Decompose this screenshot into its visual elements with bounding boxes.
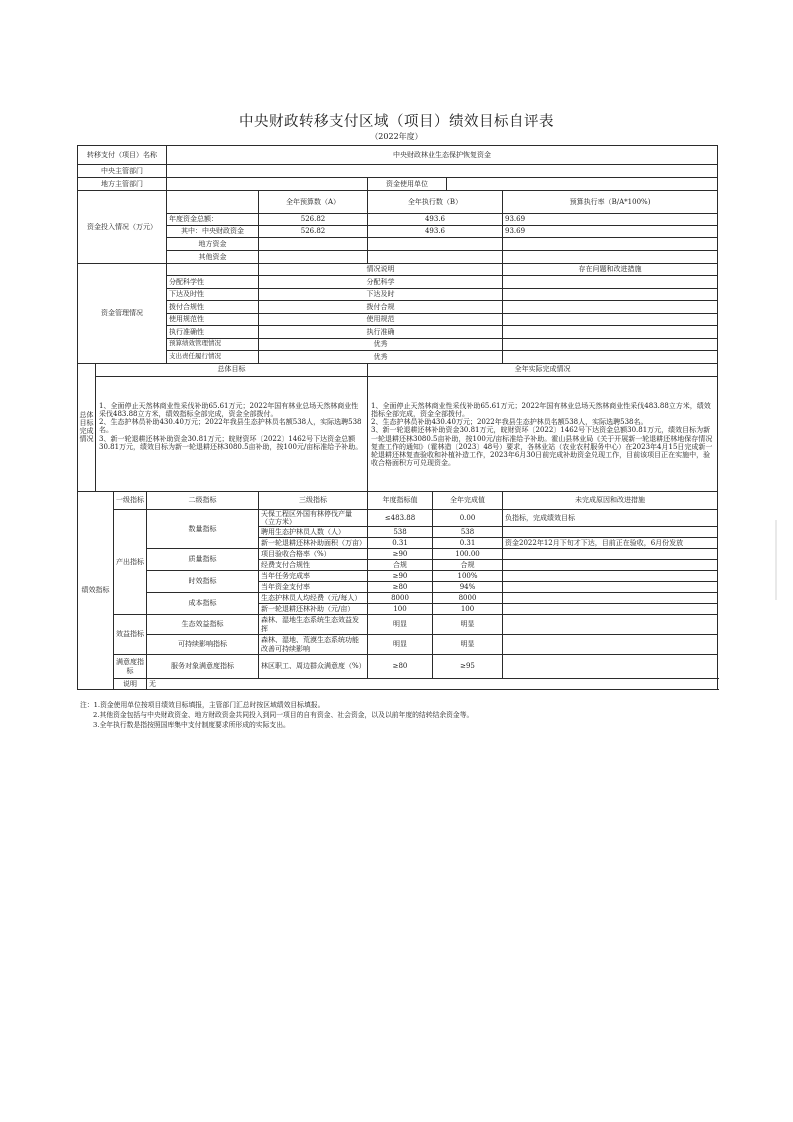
indicators-col-done: 全年完成值 xyxy=(433,491,503,509)
project-name-label: 转移支付（项目）名称 xyxy=(78,146,167,165)
cost-indicator-label: 成本指标 xyxy=(147,593,259,615)
indicator-reason xyxy=(503,635,718,655)
footnote: 3.全年执行数是指按照国库集中支付制度要求所形成的实际支出。 xyxy=(93,721,290,729)
indicators-col-l3: 三级指标 xyxy=(259,491,368,509)
indicator-done: 0.31 xyxy=(433,538,503,549)
funding-col-executed: 全年执行数（B） xyxy=(368,191,503,214)
funding-line-executed: 493.6 xyxy=(368,226,503,238)
funding-header-blank xyxy=(167,191,259,214)
actual-paragraph: 2、生态护林员补助430.40万元；2022年我县生态护林员名额538人，实际选聘538名。 xyxy=(371,418,648,426)
indicator-reason: 负指标，完成绩效目标 xyxy=(503,509,718,527)
quantity-indicator-label: 数量指标 xyxy=(147,509,259,549)
indicator-target: ≥90 xyxy=(368,549,433,560)
management-col-issues: 存在问题和改进措施 xyxy=(503,264,718,276)
management-item-desc: 使用规范 xyxy=(259,313,503,326)
footnote: 注：1.资金使用单位按项目绩效目标填报，主管部门汇总时按区域绩效目标填报。 xyxy=(80,701,325,709)
management-item-label: 预算绩效管理情况 xyxy=(167,338,259,351)
indicators-col-l2: 二级指标 xyxy=(147,491,259,509)
goal-paragraph: 3、新一轮退耕还林补助资金30.81万元；皖财资环〔2022〕1462号下达资金总额30.81万元，绩效目标为新一轮退耕还林3080.5亩补助，按100元/亩标准给予补助。 xyxy=(99,434,363,451)
fund-unit-label: 资金使用单位 xyxy=(368,178,447,191)
indicators-col-target: 年度指标值 xyxy=(368,491,433,509)
funding-line-budget: 526.82 xyxy=(259,226,368,238)
overall-actual-text xyxy=(368,376,718,491)
management-item-issue xyxy=(503,326,718,339)
quality-indicator-label: 质量指标 xyxy=(147,549,259,571)
indicator-reason xyxy=(503,560,718,571)
management-item-desc: 分配科学 xyxy=(259,276,503,289)
management-item-label: 执行准确性 xyxy=(167,326,259,339)
scan-artifact xyxy=(775,520,777,600)
indicator-done: 明显 xyxy=(433,615,503,635)
funding-col-rate: 预算执行率（B/A*100%) xyxy=(503,191,718,214)
indicator-target: 100 xyxy=(368,604,433,615)
fund-unit-value xyxy=(447,178,718,191)
management-item-label: 分配科学性 xyxy=(167,276,259,289)
funding-line-budget: 526.82 xyxy=(259,214,368,226)
funding-line-executed: 493.6 xyxy=(368,214,503,226)
funding-line-rate: 93.69 xyxy=(503,214,718,226)
indicator-reason xyxy=(503,615,718,635)
overall-col-goal: 总体目标 xyxy=(96,363,368,376)
indicator-name: 当年资金支付率 xyxy=(259,582,368,593)
management-item-label: 支出责任履行情况 xyxy=(167,351,259,364)
local-dept-value xyxy=(167,178,368,191)
indicator-name: 林区职工、周边群众满意度（%） xyxy=(259,655,368,679)
project-name-value: 中央财政林业生态保护恢复资金 xyxy=(167,146,718,165)
management-col-desc: 情况说明 xyxy=(259,264,503,276)
actual-paragraph: 1、全面停止天然林商业性采伐补助65.61万元；2022年国有林业总场天然林商业性采伐483.88立方米，绩效指标全部完成，资金全部拨付。 xyxy=(371,401,711,418)
indicator-name: 经费支付合规性 xyxy=(259,560,368,571)
indicator-name: 新一轮退耕还林补助面积（万亩） xyxy=(259,538,368,549)
output-indicator-label: 产出指标 xyxy=(114,509,147,615)
management-item-issue xyxy=(503,301,718,314)
page-title: 中央财政转移支付区域（项目）绩效目标自评表 xyxy=(239,114,554,130)
funding-line-rate: 93.69 xyxy=(503,226,718,238)
indicator-target: ≥80 xyxy=(368,582,433,593)
footnotes xyxy=(80,700,720,730)
indicator-name: 森林、湿地生态系统生态效益发挥 xyxy=(259,615,368,635)
timeliness-indicator-label: 时效指标 xyxy=(147,571,259,593)
funding-line-label: 其中：中央财政资金 xyxy=(167,226,259,238)
funding-line-label: 地方资金 xyxy=(167,238,259,251)
funding-line-budget xyxy=(259,251,368,264)
local-dept-label: 地方主管部门 xyxy=(78,178,167,191)
indicators-col-l1: 一级指标 xyxy=(114,491,147,509)
indicator-target: 538 xyxy=(368,527,433,538)
goal-paragraph: 2、生态护林员补助430.40万元；2022年我县生态护林员名额538人，实际选聘538名。 xyxy=(99,418,362,435)
indicator-reason xyxy=(503,593,718,604)
management-item-desc: 优秀 xyxy=(259,351,503,364)
indicator-done: 0.00 xyxy=(433,509,503,527)
indicator-reason xyxy=(503,571,718,582)
indicator-done: 8000 xyxy=(433,593,503,604)
central-dept-value xyxy=(167,165,718,178)
satisfaction-indicator-label: 满意度指标 xyxy=(114,655,147,679)
indicator-reason xyxy=(503,549,718,560)
management-item-label: 拨付合规性 xyxy=(167,301,259,314)
effect-indicator-label: 效益指标 xyxy=(114,615,147,655)
funding-line-label: 年度资金总额： xyxy=(167,214,259,226)
indicator-done: 100.00 xyxy=(433,549,503,560)
indicator-done: 100% xyxy=(433,571,503,582)
management-header-blank xyxy=(167,264,259,276)
management-item-desc: 执行准确 xyxy=(259,326,503,339)
indicator-done: 100 xyxy=(433,604,503,615)
funding-line-executed xyxy=(368,238,503,251)
indicator-target: 明显 xyxy=(368,615,433,635)
indicator-name: 当年任务完成率 xyxy=(259,571,368,582)
indicator-target: 明显 xyxy=(368,635,433,655)
central-dept-label: 中央主管部门 xyxy=(78,165,167,178)
funding-section-label: 资金投入情况（万元） xyxy=(78,191,167,264)
overall-col-actual: 全年实际完成情况 xyxy=(368,363,718,376)
management-item-issue xyxy=(503,338,718,351)
overall-goal-text xyxy=(96,376,368,491)
indicator-target: ≤483.88 xyxy=(368,509,433,527)
indicators-col-reason: 未完成原因和改进措施 xyxy=(503,491,718,509)
remark-value: 无 xyxy=(147,679,718,690)
management-item-label: 下达及时性 xyxy=(167,288,259,301)
sustainable-indicator-label: 可持续影响指标 xyxy=(147,635,259,655)
indicator-target: 8000 xyxy=(368,593,433,604)
indicator-target: ≥80 xyxy=(368,655,433,679)
funding-line-rate xyxy=(503,251,718,264)
management-section-label: 资金管理情况 xyxy=(78,264,167,364)
indicator-done: 明显 xyxy=(433,635,503,655)
indicator-target: 0.31 xyxy=(368,538,433,549)
indicator-done: ≥95 xyxy=(433,655,503,679)
indicator-name: 新一轮退耕还林补助（元/亩） xyxy=(259,604,368,615)
indicator-name: 项目验收合格率（%） xyxy=(259,549,368,560)
management-item-desc: 拨付合规 xyxy=(259,301,503,314)
indicator-name: 生态护林员人均经费（元/每人） xyxy=(259,593,368,604)
indicator-done: 合规 xyxy=(433,560,503,571)
indicator-done: 94% xyxy=(433,582,503,593)
indicator-name: 天保工程区外国有林停伐产量（立方米） xyxy=(259,509,368,527)
management-item-label: 使用规范性 xyxy=(167,313,259,326)
self-evaluation-table xyxy=(77,145,718,690)
management-item-issue xyxy=(503,276,718,289)
management-item-issue xyxy=(503,288,718,301)
indicator-target: 合规 xyxy=(368,560,433,571)
indicator-name: 聘用生态护林员人数（人） xyxy=(259,527,368,538)
ecological-indicator-label: 生态效益指标 xyxy=(147,615,259,635)
service-indicator-label: 服务对象满意度指标 xyxy=(147,655,259,679)
footnote: 2.其他资金包括与中央财政资金、地方财政资金共同投入到同一项目的自有资金、社会资金，以及以前年度的结转结余资金等。 xyxy=(93,711,474,719)
indicator-reason xyxy=(503,604,718,615)
management-item-desc: 优秀 xyxy=(259,338,503,351)
management-item-issue xyxy=(503,351,718,364)
indicator-reason xyxy=(503,582,718,593)
management-item-issue xyxy=(503,313,718,326)
funding-line-rate xyxy=(503,238,718,251)
indicator-target: ≥90 xyxy=(368,571,433,582)
remark-label: 说明 xyxy=(114,679,147,690)
funding-line-executed xyxy=(368,251,503,264)
indicator-name: 森林、湿地、荒漠生态系统功能改善可持续影响 xyxy=(259,635,368,655)
management-item-desc: 下达及时 xyxy=(259,288,503,301)
indicators-section-label: 绩效指标 xyxy=(78,491,114,690)
actual-paragraph: 3、新一轮退耕还林补助资金30.81万元，皖财资环〔2022〕1462号下达资金总额30.81万元，绩效目标为新一轮退耕还林3080.5亩补助，按100元/亩标准给予补助。霍山县林业局《关于开展新一轮退耕还林地保存情况复查工作的通知》（霍林造〔2023〕48号）要求，各林业站（农业农村服务中心）在2023年4月15日完成新一轮退耕还林复查验收和补植补造工作，2023年6月30日前完成补助资金兑现工作，目前该项目正在实施中，验收合格面积方可兑现资金。 xyxy=(371,426,713,468)
indicator-done: 538 xyxy=(433,527,503,538)
overall-section-label: 总体目标完成情况 xyxy=(78,363,96,491)
indicator-reason: 资金2022年12月下旬才下达，目前正在验收，6月份发放 xyxy=(503,538,718,549)
funding-line-budget xyxy=(259,238,368,251)
funding-line-label: 其他资金 xyxy=(167,251,259,264)
goal-paragraph: 1、全面停止天然林商业性采伐补助65.61万元；2022年国有林业总场天然林商业性采伐483.88立方米，绩效指标全部完成，资金全部拨付。 xyxy=(99,401,359,418)
funding-col-budget: 全年预算数（A） xyxy=(259,191,368,214)
indicator-reason xyxy=(503,655,718,679)
indicator-reason xyxy=(503,527,718,538)
report-year: （2022年度） xyxy=(370,132,423,141)
